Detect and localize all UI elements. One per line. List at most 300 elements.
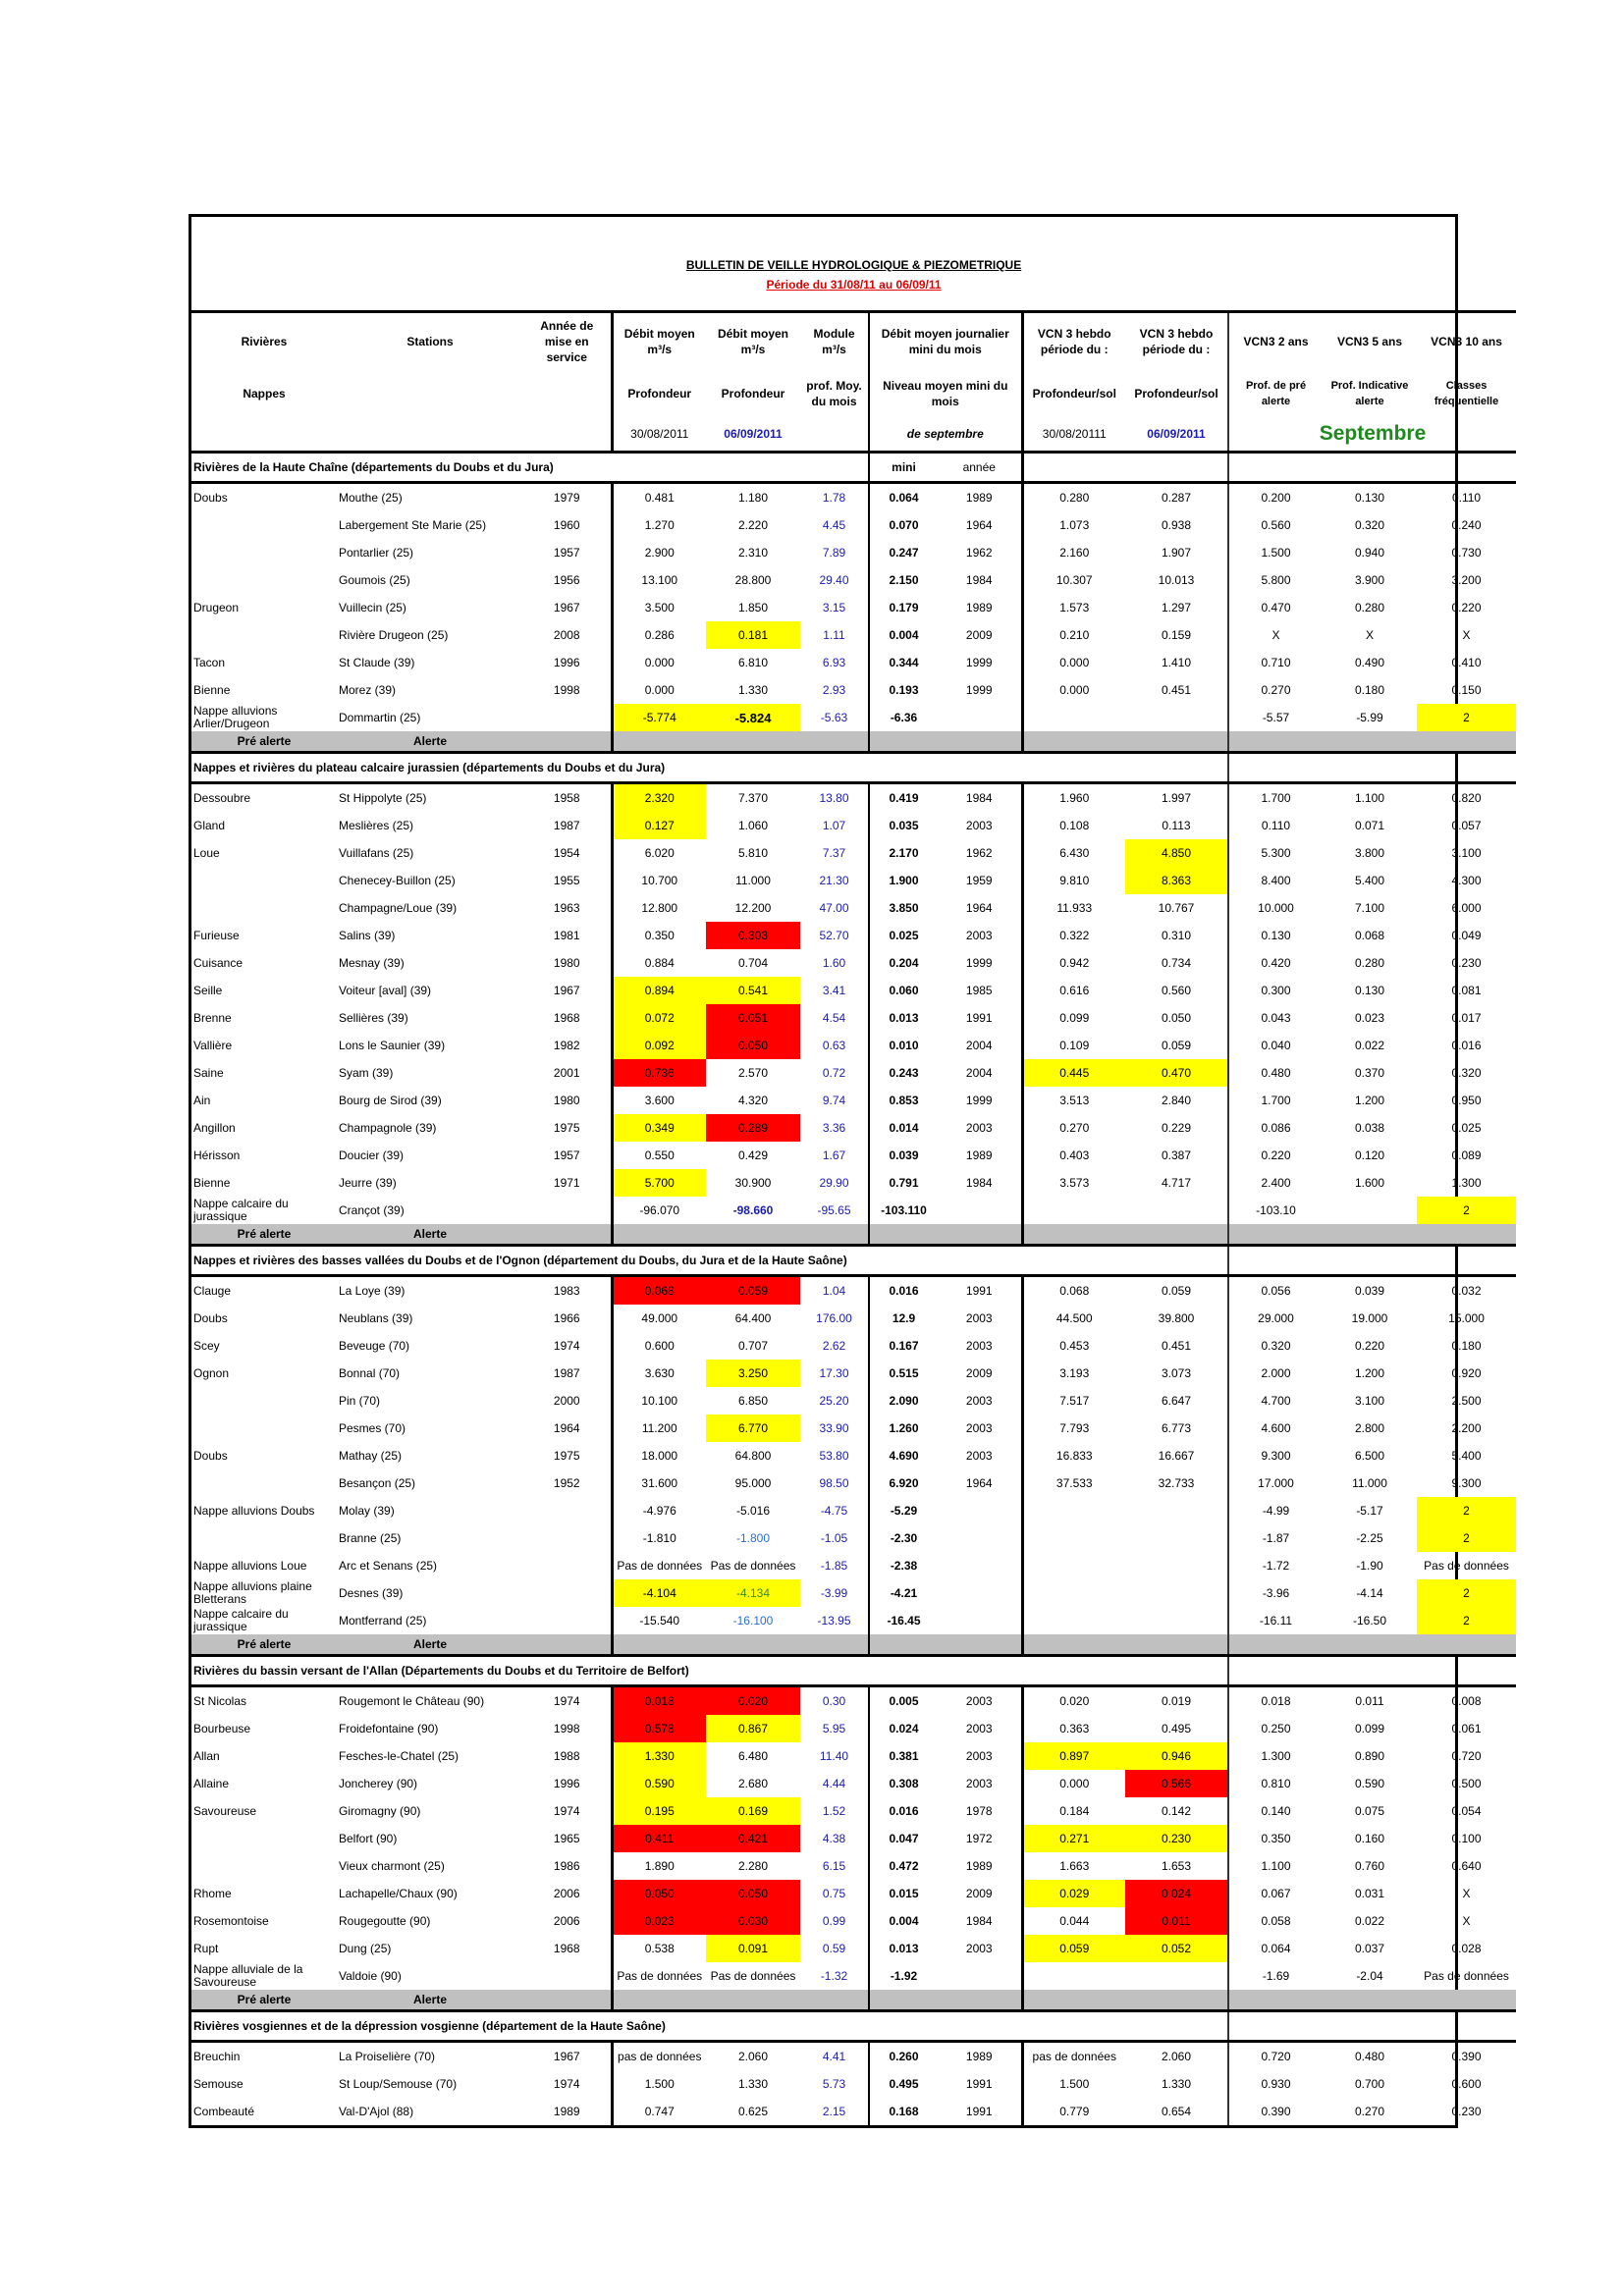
module-value: 5.73 <box>822 2077 846 2091</box>
vcn-1: 0.020 <box>1022 1686 1125 1716</box>
station-name: Goumois (25) <box>339 573 410 587</box>
service-year: 1967 <box>553 984 580 997</box>
vcn-2: 0.387 <box>1161 1148 1192 1162</box>
table-row <box>191 1686 1516 1716</box>
module-value: 33.90 <box>819 1421 849 1435</box>
header-prealerte: Prof. de pré alerte <box>1228 370 1323 417</box>
station-name: Morez (39) <box>339 683 397 697</box>
table-row <box>191 1524 1516 1552</box>
vcn-1: 7.793 <box>1022 1415 1125 1442</box>
debit-2: 2.060 <box>737 2050 769 2063</box>
river-name: Dessoubre <box>193 790 251 805</box>
legend-spacer <box>1228 731 1516 753</box>
module-value: -1.05 <box>820 1531 848 1545</box>
mini-value: 2.170 <box>869 839 938 867</box>
river-name: Doubs <box>193 1448 228 1463</box>
service-year: 2006 <box>553 1887 580 1900</box>
vcn3-10ans: 0.230 <box>1451 2105 1482 2118</box>
alert-legend <box>191 1224 1516 1246</box>
module-value: -1.32 <box>820 1969 848 1983</box>
section-title: Rivières de la Haute Chaîne (départements du Doubs et du Jura) <box>193 460 554 474</box>
mini-year: 1991 <box>965 2077 993 2091</box>
debit-1: -96.070 <box>612 1197 706 1224</box>
vcn-1: 7.517 <box>1022 1387 1125 1415</box>
table-row <box>191 1415 1516 1442</box>
debit-2: 3.250 <box>706 1360 800 1387</box>
vcn3-5ans: 3.900 <box>1354 573 1385 587</box>
service-year: 1964 <box>553 1421 580 1435</box>
mini-value: 0.308 <box>869 1770 938 1797</box>
module-value: 29.40 <box>819 573 849 587</box>
vcn3-10ans: X <box>1462 1887 1471 1900</box>
module-value: -4.75 <box>820 1504 848 1518</box>
vcn-2: 0.113 <box>1162 819 1191 832</box>
module-value: 53.80 <box>819 1449 849 1463</box>
mini-year <box>938 1197 1022 1224</box>
debit-1: 5.700 <box>612 1169 706 1197</box>
legend-spacer <box>612 1224 869 1246</box>
legend-spacer <box>523 1990 612 2011</box>
service-year: 1957 <box>553 1148 580 1162</box>
table-row <box>191 2042 1516 2071</box>
module-value: 176.00 <box>816 1311 852 1325</box>
debit-1: 2.320 <box>612 783 706 813</box>
module-value: 11.40 <box>819 1749 849 1763</box>
vcn-2: 2.060 <box>1161 2050 1192 2063</box>
module-value: 4.44 <box>822 1777 846 1790</box>
river-name: Drugeon <box>193 600 240 614</box>
service-year <box>523 1607 612 1634</box>
debit-1: -4.976 <box>612 1497 706 1524</box>
legend-spacer <box>612 1990 869 2011</box>
vcn3-2ans: 2.400 <box>1228 1169 1323 1197</box>
vcn3-2ans: 0.810 <box>1228 1770 1323 1797</box>
header-debit-mini: Débit moyen journalier mini du mois <box>869 312 1022 371</box>
table-row <box>191 1579 1516 1607</box>
table-row <box>191 1332 1516 1360</box>
vcn3-10ans: 0.061 <box>1451 1722 1482 1735</box>
vcn3-2ans: 0.058 <box>1228 1907 1323 1935</box>
vcn3-10ans: 0.081 <box>1451 984 1482 997</box>
mini-year: 2003 <box>965 1121 993 1135</box>
vcn3-10ans: 0.057 <box>1451 819 1482 832</box>
vcn3-2ans: 5.300 <box>1228 839 1323 867</box>
mini-value: -4.21 <box>869 1579 938 1607</box>
debit-2: 0.421 <box>706 1825 800 1852</box>
river-name <box>191 566 337 594</box>
mini-year: 2009 <box>965 1366 993 1380</box>
station-name: Valdoie (90) <box>339 1969 402 1983</box>
vcn-2: 1.907 <box>1161 546 1192 560</box>
station-name: Molay (39) <box>339 1504 395 1518</box>
debit-2: 0.020 <box>706 1686 800 1716</box>
vcn3-5ans: 0.280 <box>1354 956 1385 970</box>
station-name: Belfort (90) <box>339 1832 398 1845</box>
vcn3-5ans: 0.023 <box>1354 1011 1385 1025</box>
debit-1: 0.195 <box>612 1797 706 1825</box>
service-year: 1974 <box>553 1694 580 1708</box>
debit-1: 0.349 <box>612 1114 706 1142</box>
table-row <box>191 1607 1516 1634</box>
vcn3-10ans: 0.600 <box>1451 2077 1482 2091</box>
debit-1: 0.000 <box>612 676 706 704</box>
legend-alerte: Alerte <box>337 731 523 753</box>
debit-1: 13.100 <box>612 566 706 594</box>
station-name: Champagne/Loue (39) <box>339 900 458 915</box>
module-value: 1.04 <box>822 1284 846 1298</box>
vcn-1: 16.833 <box>1022 1442 1125 1469</box>
vcn-1: 9.810 <box>1022 867 1125 894</box>
station-name: St Hippolyte (25) <box>339 790 427 805</box>
vcn-2: 0.159 <box>1161 628 1192 642</box>
debit-2: 0.169 <box>706 1797 800 1825</box>
mini-year: 1962 <box>965 846 993 860</box>
debit-2: 6.850 <box>737 1394 769 1408</box>
vcn-1: 0.108 <box>1022 812 1125 839</box>
vcn-2: 39.800 <box>1158 1311 1195 1325</box>
vcn-2 <box>1125 704 1228 731</box>
vcn3-5ans: 1.200 <box>1354 1094 1385 1107</box>
vcn-2: 0.052 <box>1125 1935 1228 1962</box>
module-value: 3.15 <box>822 601 846 614</box>
vcn-2 <box>1125 1197 1228 1224</box>
vcn3-10ans: 1.300 <box>1451 1176 1482 1190</box>
module-value: 47.00 <box>819 901 849 915</box>
station-name: Lons le Saunier (39) <box>339 1038 446 1052</box>
vcn3-5ans: 0.280 <box>1354 601 1385 614</box>
mini-value: 0.064 <box>869 483 938 512</box>
debit-2: 2.680 <box>737 1777 769 1790</box>
vcn3-5ans: 0.037 <box>1354 1942 1385 1955</box>
header-debit-1: Débit moyen m³/s <box>612 312 706 371</box>
vcn-2: 1.297 <box>1161 601 1192 614</box>
vcn-2: 0.019 <box>1161 1694 1192 1708</box>
vcn3-2ans: -103.10 <box>1228 1197 1323 1224</box>
river-name <box>191 511 337 539</box>
river-name: Nappe alluvions Loue <box>193 1558 307 1573</box>
legend-pre-alerte: Pré alerte <box>191 1224 337 1246</box>
module-value: 0.59 <box>822 1942 846 1955</box>
header-date-3: 30/08/20111 <box>1022 417 1125 453</box>
mini-year: 1985 <box>965 984 993 997</box>
vcn-1: 0.210 <box>1022 621 1125 649</box>
service-year: 1996 <box>553 656 580 669</box>
vcn3-2ans: 0.200 <box>1228 483 1323 512</box>
table-row <box>191 511 1516 539</box>
vcn3-5ans: 0.160 <box>1354 1832 1385 1845</box>
service-year: 1960 <box>553 518 580 532</box>
vcn3-10ans: 2.200 <box>1451 1421 1482 1435</box>
module-value: 2.15 <box>822 2105 846 2118</box>
legend-spacer <box>1022 1224 1228 1246</box>
table-row <box>191 1276 1516 1306</box>
debit-2: 4.320 <box>737 1094 769 1107</box>
legend-spacer <box>523 731 612 753</box>
service-year: 1987 <box>553 819 580 832</box>
service-year: 1996 <box>553 1777 580 1790</box>
mini-value: -16.45 <box>869 1607 938 1634</box>
table-row <box>191 1497 1516 1524</box>
service-year: 1989 <box>553 2105 580 2118</box>
vcn3-2ans: 0.018 <box>1228 1686 1323 1716</box>
table-row <box>191 1197 1516 1224</box>
vcn3-2ans: 0.420 <box>1228 949 1323 977</box>
vcn-2 <box>1125 1607 1228 1634</box>
vcn-2: 3.073 <box>1161 1366 1192 1380</box>
legend-pre-alerte: Pré alerte <box>191 731 337 753</box>
module-value: 0.99 <box>822 1914 846 1928</box>
service-year: 2000 <box>553 1394 580 1408</box>
service-year: 1998 <box>553 1722 580 1735</box>
module-value: 4.38 <box>822 1832 846 1845</box>
vcn3-5ans: 1.100 <box>1354 791 1385 805</box>
service-year: 1987 <box>553 1366 580 1380</box>
mini-year: 2003 <box>965 1694 993 1708</box>
station-name: St Claude (39) <box>339 655 415 669</box>
river-name: Rosemontoise <box>193 1913 269 1928</box>
river-name: Bienne <box>193 1175 231 1190</box>
mini-year: 1999 <box>965 683 993 697</box>
mini-value: 0.060 <box>869 977 938 1004</box>
service-year: 1967 <box>553 601 580 614</box>
vcn3-10ans: 0.025 <box>1451 1121 1482 1135</box>
vcn3-5ans: 0.480 <box>1354 2050 1385 2063</box>
mini-value: 0.004 <box>869 1907 938 1935</box>
debit-2: 0.867 <box>706 1715 800 1742</box>
alert-legend <box>191 1634 1516 1656</box>
legend-spacer <box>869 1990 1022 2011</box>
header-debit-2: Débit moyen m³/s <box>717 327 788 356</box>
vcn-1 <box>1022 1552 1125 1579</box>
vcn-1 <box>1022 1579 1125 1607</box>
vcn-1: 0.000 <box>1022 649 1125 676</box>
station-name: Crançot (39) <box>339 1203 405 1217</box>
mini-value: 12.9 <box>869 1305 938 1332</box>
vcn-2: 0.946 <box>1125 1742 1228 1770</box>
table-row <box>191 594 1516 621</box>
mini-value: 0.791 <box>869 1169 938 1197</box>
mini-value: 0.070 <box>869 511 938 539</box>
service-year: 1956 <box>553 573 580 587</box>
vcn3-2ans: 0.470 <box>1228 594 1323 621</box>
table-row <box>191 1142 1516 1169</box>
vcn-1: 11.933 <box>1022 894 1125 922</box>
table-row <box>191 1852 1516 1880</box>
mini-year: 2003 <box>965 1749 993 1763</box>
mini-value: 0.016 <box>869 1797 938 1825</box>
station-name: Labergement Ste Marie (25) <box>339 517 487 532</box>
module-value: 1.67 <box>822 1148 846 1162</box>
vcn-2: 1.653 <box>1161 1859 1192 1873</box>
table-row <box>191 704 1516 731</box>
mini-year: 2003 <box>965 1777 993 1790</box>
vcn3-2ans: 0.390 <box>1228 2098 1323 2125</box>
vcn-1 <box>1022 1607 1125 1634</box>
header-date-2: 06/09/2011 <box>724 427 783 441</box>
service-year: 1980 <box>553 1094 580 1107</box>
vcn3-10ans: 3.100 <box>1451 846 1482 860</box>
legend-alerte: Alerte <box>337 1224 523 1246</box>
vcn3-10ans: 0.017 <box>1451 1011 1482 1025</box>
debit-2: 6.480 <box>737 1749 769 1763</box>
vcn-1: 0.109 <box>1022 1032 1125 1059</box>
empty-cell <box>1022 453 1228 483</box>
module-value: 1.07 <box>822 819 846 832</box>
station-name: La Proiselière (70) <box>339 2049 436 2063</box>
debit-1: 0.068 <box>612 1276 706 1306</box>
header-vcn3-5ans: VCN3 5 ans <box>1336 335 1403 348</box>
debit-1: 0.092 <box>612 1032 706 1059</box>
mini-year: 1989 <box>965 491 993 505</box>
mini-value: 6.920 <box>869 1469 938 1497</box>
vcn3-10ans: 0.720 <box>1451 1749 1482 1763</box>
river-name: Loue <box>193 845 220 860</box>
vcn-1: 0.322 <box>1022 922 1125 949</box>
section-title-spacer <box>1228 1656 1516 1686</box>
vcn-2: 0.566 <box>1125 1770 1228 1797</box>
debit-2: 0.625 <box>737 2105 769 2118</box>
river-name <box>191 1825 337 1852</box>
debit-2: 0.050 <box>706 1032 800 1059</box>
debit-1: 0.000 <box>612 649 706 676</box>
debit-1: 0.550 <box>612 1142 706 1169</box>
vcn3-10ans: 2.500 <box>1451 1394 1482 1408</box>
mini-value: 0.035 <box>869 812 938 839</box>
vcn-1: 0.044 <box>1022 1907 1125 1935</box>
vcn-2: 0.142 <box>1161 1804 1192 1818</box>
vcn-1: pas de données <box>1022 2042 1125 2071</box>
vcn3-2ans: -3.96 <box>1228 1579 1323 1607</box>
debit-1: 0.894 <box>612 977 706 1004</box>
vcn3-2ans: 9.300 <box>1228 1442 1323 1469</box>
station-name: La Loye (39) <box>339 1284 406 1298</box>
debit-2: 1.850 <box>737 601 769 614</box>
debit-1: -15.540 <box>612 1607 706 1634</box>
module-value: 4.54 <box>822 1011 846 1025</box>
module-value: 0.72 <box>822 1066 846 1080</box>
service-year <box>523 1552 612 1579</box>
header-profsol-a: Profondeur/sol <box>1022 370 1125 417</box>
debit-1: 31.600 <box>612 1469 706 1497</box>
title-block <box>191 217 1516 312</box>
vcn3-5ans: 0.320 <box>1354 518 1385 532</box>
mini-year: 2003 <box>965 1421 993 1435</box>
vcn3-10ans: 0.008 <box>1451 1694 1482 1708</box>
vcn3-2ans: X <box>1228 621 1323 649</box>
mini-year: 2003 <box>965 1942 993 1955</box>
table-row <box>191 922 1516 949</box>
vcn3-2ans: 29.000 <box>1228 1305 1323 1332</box>
section-header <box>191 2011 1516 2042</box>
vcn-1: 1.500 <box>1022 2070 1125 2098</box>
debit-1: 1.500 <box>612 2070 706 2098</box>
service-year <box>523 1524 612 1552</box>
mini-year: 2003 <box>965 1722 993 1735</box>
table-row <box>191 1962 1516 1990</box>
table-row <box>191 812 1516 839</box>
station-name: Beveuge (70) <box>339 1339 410 1353</box>
vcn-2: 1.410 <box>1161 656 1192 669</box>
debit-1: 1.890 <box>612 1852 706 1880</box>
vcn-1: 0.280 <box>1022 483 1125 512</box>
debit-2: 0.030 <box>706 1907 800 1935</box>
module-value: 4.41 <box>822 2050 846 2063</box>
debit-2: 5.810 <box>737 846 769 860</box>
module-value: 3.41 <box>822 984 846 997</box>
vcn-2: 0.024 <box>1125 1880 1228 1907</box>
vcn3-5ans: 3.800 <box>1354 846 1385 860</box>
debit-1: 0.884 <box>612 949 706 977</box>
vcn-2 <box>1125 1552 1228 1579</box>
mini-value: 0.495 <box>869 2070 938 2098</box>
station-name: Neublans (39) <box>339 1310 413 1325</box>
vcn3-5ans: -2.25 <box>1356 1531 1383 1545</box>
mini-year: 2009 <box>965 628 993 642</box>
table-row <box>191 1114 1516 1142</box>
river-name: Seille <box>193 983 223 997</box>
legend-spacer <box>1228 1634 1516 1656</box>
debit-1: 10.700 <box>612 867 706 894</box>
service-year: 1974 <box>553 1804 580 1818</box>
river-name: Gland <box>193 818 226 832</box>
debit-2: 95.000 <box>734 1476 772 1490</box>
vcn-1: 0.000 <box>1022 1770 1125 1797</box>
debit-1: 10.100 <box>612 1387 706 1415</box>
vcn-2: 1.997 <box>1161 791 1192 805</box>
vcn3-10ans: 0.100 <box>1451 1832 1482 1845</box>
legend-spacer <box>1022 1634 1228 1656</box>
vcn-2: 6.647 <box>1161 1394 1192 1408</box>
service-year: 1968 <box>553 1011 580 1025</box>
vcn3-10ans: 2 <box>1417 1197 1516 1224</box>
section-title: Rivières vosgiennes et de la dépression vosgienne (département de la Haute Saône) <box>193 2019 666 2033</box>
service-year: 1967 <box>553 2050 580 2063</box>
station-name: Val-D'Ajol (88) <box>339 2104 414 2118</box>
debit-2: 1.060 <box>737 819 769 832</box>
debit-1: 0.127 <box>612 812 706 839</box>
debit-2: 30.900 <box>734 1176 772 1190</box>
river-name: Semouse <box>193 2076 243 2091</box>
mini-value: 1.260 <box>869 1415 938 1442</box>
mini-year: 2003 <box>965 929 993 942</box>
mini-value: 0.260 <box>869 2042 938 2071</box>
vcn3-10ans: 15.000 <box>1448 1311 1485 1325</box>
header-mini: mini <box>869 453 938 483</box>
debit-2: 28.800 <box>734 573 772 587</box>
debit-2: 0.050 <box>706 1880 800 1907</box>
service-year: 1968 <box>553 1942 580 1955</box>
service-year: 1983 <box>553 1284 580 1298</box>
vcn-2: 10.767 <box>1158 901 1195 915</box>
vcn3-5ans: 0.120 <box>1354 1148 1385 1162</box>
vcn3-2ans: 0.056 <box>1228 1276 1323 1306</box>
debit-1: 0.538 <box>612 1935 706 1962</box>
service-year: 2001 <box>553 1066 580 1080</box>
vcn-1: 3.573 <box>1022 1169 1125 1197</box>
module-value: 3.36 <box>822 1121 846 1135</box>
vcn3-10ans: X <box>1462 1914 1471 1928</box>
vcn3-2ans: 4.700 <box>1228 1387 1323 1415</box>
service-year: 1988 <box>553 1749 580 1763</box>
station-name: Giromagny (90) <box>339 1803 421 1818</box>
header-date-1: 30/08/2011 <box>612 417 706 453</box>
mini-value: 0.168 <box>869 2098 938 2125</box>
vcn3-5ans: 0.180 <box>1354 683 1385 697</box>
table-row <box>191 1032 1516 1059</box>
vcn3-2ans: 0.320 <box>1228 1332 1323 1360</box>
vcn-2: 2.840 <box>1161 1094 1192 1107</box>
debit-2: -98.660 <box>732 1203 774 1217</box>
